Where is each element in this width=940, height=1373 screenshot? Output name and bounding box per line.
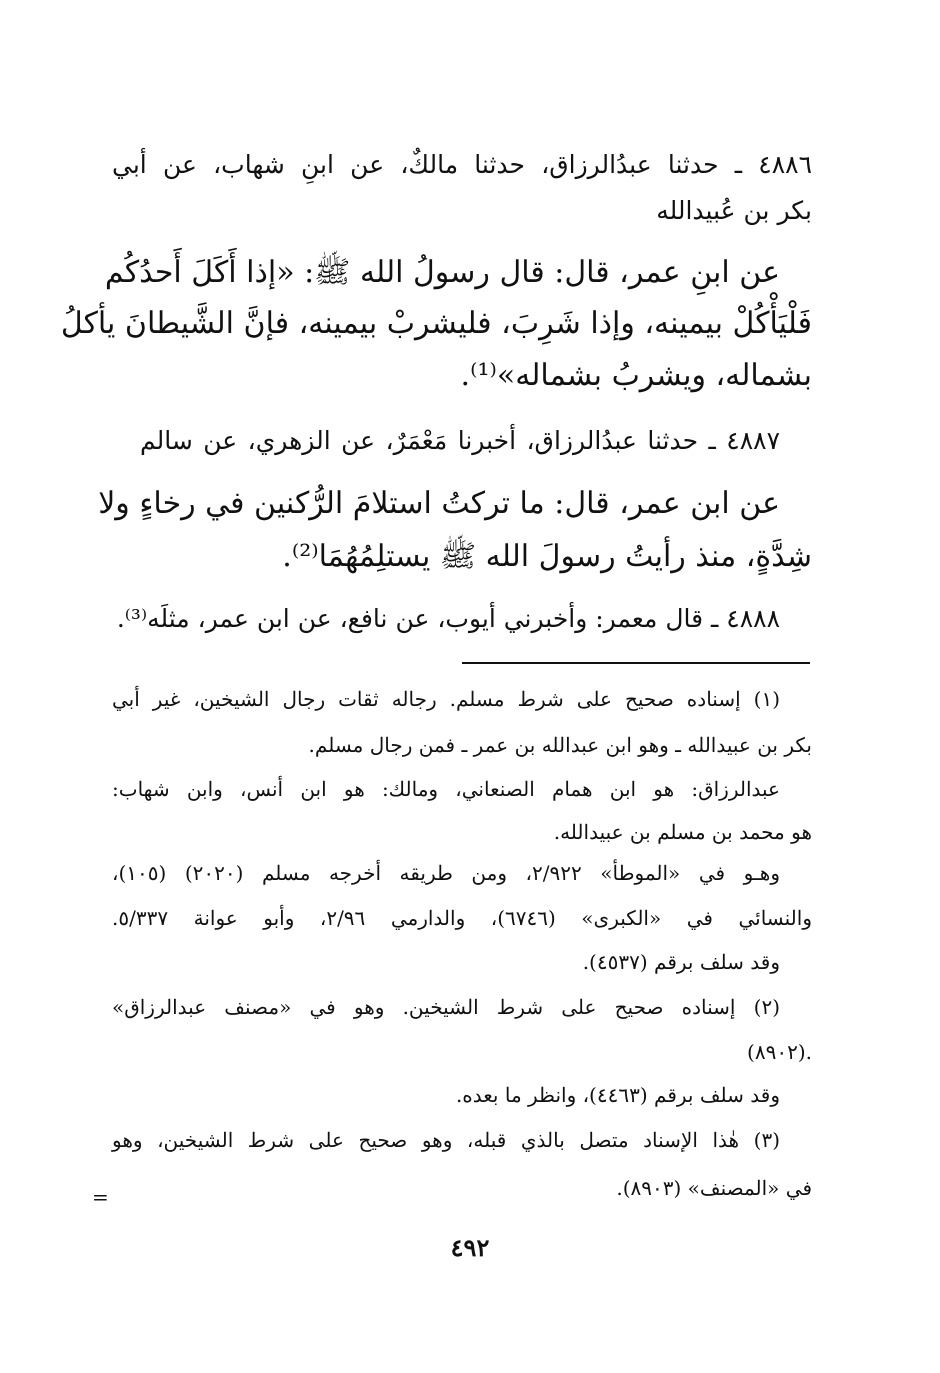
footnote-2-line-1: (٢) إسناده صحيح على شرط الشيخين. وهو في «مصنف عبدالرزاق» bbox=[112, 995, 780, 1019]
hadith-4887-line-1: ٤٨٨٧ ـ حدثنا عبدُالرزاق، أخبرنا مَعْمَرٌ، عن الزهري، عن سالم bbox=[140, 426, 780, 455]
matn-2-line-1: عن ابن عمر، قال: ما تركتُ استلامَ الرُّكنين في رخاءٍ ولا bbox=[98, 486, 780, 521]
page-number: ٤٩٢ bbox=[450, 1233, 490, 1262]
matn-1-line-1: عن ابنِ عمر، قال: قال رسولُ الله ﷺ: «إذا أَكَلَ أَحدُكُم bbox=[104, 255, 780, 290]
continuation-mark: = bbox=[92, 1185, 109, 1209]
footnote-divider bbox=[462, 662, 810, 664]
footnote-1-line-3: عبدالرزاق: هو ابن همام الصنعاني، ومالك: هو ابن أنس، وابن شهاب: bbox=[112, 777, 780, 801]
footnote-3-line-2: في «المصنف» (٨٩٠٣). bbox=[616, 1176, 812, 1200]
matn-1-line-3: بشماله، ويشربُ بشماله»⁽¹⁾. bbox=[460, 358, 812, 393]
hadith-4886-line-2: بكر بن عُبيدالله bbox=[656, 196, 812, 225]
footnote-1-line-4: هو محمد بن مسلم بن عبيدالله. bbox=[553, 820, 812, 844]
hadith-4888-line-1: ٤٨٨٨ ـ قال معمر: وأخبرني أيوب، عن نافع، عن ابن عمر، مثلَه⁽³⁾. bbox=[116, 604, 780, 633]
footnote-1-line-7: وقد سلف برقم (٤٥٣٧). bbox=[582, 950, 780, 974]
footnote-1-line-5: وهـو في «الموطأ» ٢/٩٢٢، ومن طريقه أخرجه مسلم (٢٠٢٠) (١٠٥)، bbox=[112, 861, 780, 885]
footnote-2-line-3: وقد سلف برقم (٤٤٦٣)، وانظر ما بعده. bbox=[455, 1083, 780, 1107]
footnote-3-line-1: (٣) هٰذا الإسناد متصل بالذي قبله، وهو صحيح على شرط الشيخين، وهو bbox=[112, 1128, 780, 1152]
footnote-2-line-2: (٨٩٠٢). bbox=[747, 1040, 812, 1064]
hadith-4886-line-1: ٤٨٨٦ ـ حدثنا عبدُالرزاق، حدثنا مالكٌ، عن ابنِ شهاب، عن أبي bbox=[112, 150, 812, 179]
footnote-1-line-2: بكر بن عبيدالله ـ وهو ابن عبدالله بن عمر ـ فمن رجال مسلم. bbox=[308, 733, 812, 757]
matn-2-line-2: شِدَّةٍ، منذ رأيتُ رسولَ الله ﷺ يستلِمُهُمَا⁽²⁾. bbox=[282, 539, 812, 574]
footnote-1-line-6: والنسائي في «الكبرى» (٦٧٤٦)، والدارمي ٢/٩٦، وأبو عوانة ٥/٣٣٧. bbox=[112, 906, 812, 930]
footnote-1-line-1: (١) إسناده صحيح على شرط مسلم. رجاله ثقات رجال الشيخين، غير أبي bbox=[112, 687, 780, 711]
matn-1-line-2: فَلْيَأْكُلْ بيمينه، وإذا شَرِبَ، فليشربْ بيمينه، فإنَّ الشَّيطانَ يأكلُ bbox=[60, 306, 812, 341]
